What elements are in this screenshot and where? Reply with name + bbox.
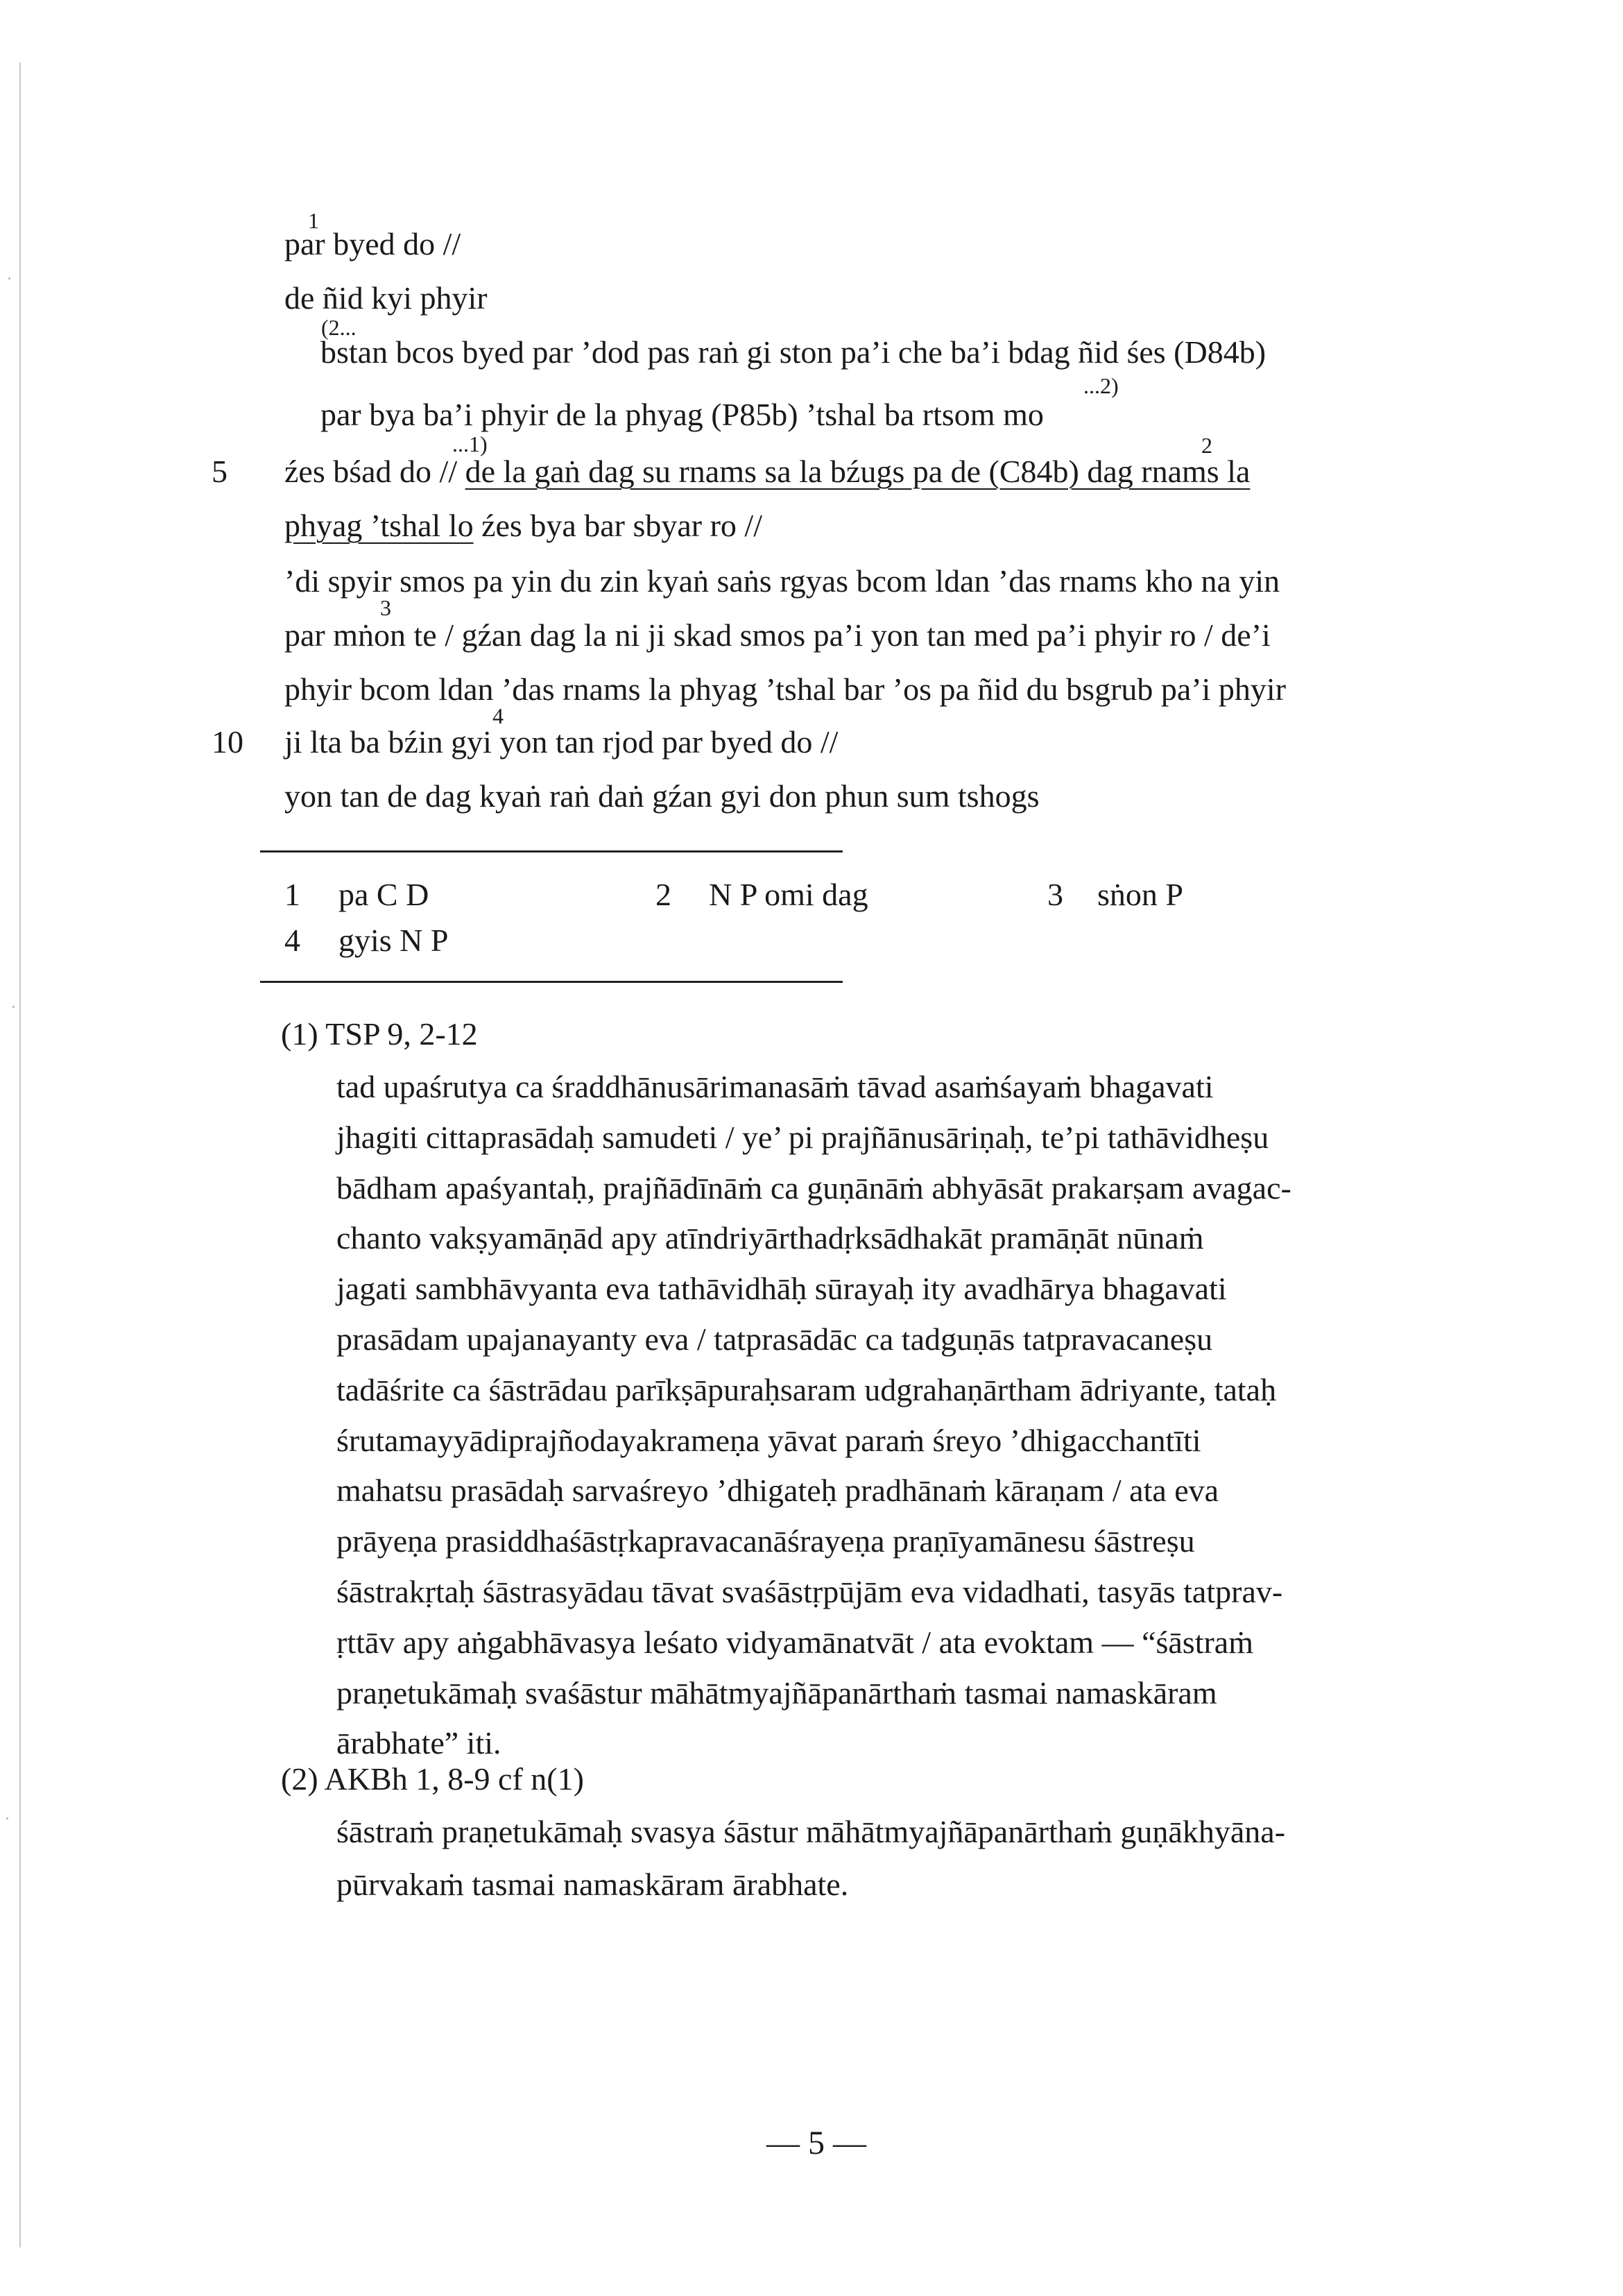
note-line: jhagiti cittaprasādaḥ samudeti / ye’ pi prajñānusāriṇaḥ, te’pi tathāvidheṣu [336, 1119, 1269, 1155]
note-line: jagati sambhāvyanta eva tathāvidhāḥ sūrayaḥ ity avadhārya bhagavati [336, 1271, 1227, 1307]
marker-2-close: ...2) [1083, 373, 1119, 398]
tibetan-line: bstan bcos byed par ’dod pas raṅ gi ston pa’i che ba’i bdag ñid śes (D84b) [320, 334, 1266, 370]
marker-3: 3 [380, 595, 391, 620]
note-line: śāstrakṛtaḥ śāstrasyādau tāvat svaśāstṛpūjām eva vidadhati, tasyās tatprav- [336, 1574, 1283, 1609]
note-line: śrutamayyādiprajñodayakrameṇa yāvat paraṁ śreyo ’dhigacchantīti [336, 1422, 1201, 1458]
note-line: śāstraṁ praṇetukāmaḥ svasya śāstur māhātmyajñāpanārthaṁ guṇākhyāna- [336, 1814, 1286, 1849]
tibetan-line: par byed do // [284, 226, 461, 262]
variant-text: gyis N P [338, 923, 449, 958]
tibetan-line-end: źes bya bar sbyar ro // [473, 508, 762, 543]
underlined-verse-end: phyag ’tshal lo [284, 508, 474, 543]
variant-num: 4 [284, 923, 300, 958]
marker-1-close: ...1) [452, 431, 488, 456]
variant-num: 1 [284, 877, 300, 912]
scan-speck [8, 277, 10, 280]
line-number-5: 5 [212, 454, 227, 489]
note-line: ārabhate” iti. [336, 1725, 501, 1761]
page-number: — 5 — [766, 2125, 866, 2161]
note-line: praṇetukāmaḥ svaśāstur māhātmyajñāpanārthaṁ tasmai namaskāram [336, 1674, 1217, 1711]
note-label: (2) AKBh 1, 8-9 cf n(1) [281, 1761, 584, 1797]
scan-speck [12, 1006, 15, 1008]
apparatus-rule-bottom [260, 981, 843, 983]
apparatus-rule-top [260, 850, 843, 853]
scan-edge-line [19, 62, 21, 2247]
tibetan-line: ji lta ba bźin gyi yon tan rjod par byed do // [284, 724, 839, 760]
note-line: pūrvakaṁ tasmai namaskāram ārabhate. [336, 1867, 849, 1902]
variant-num: 3 [1047, 877, 1063, 912]
scan-speck [6, 1817, 8, 1819]
note-line: mahatsu prasādaḥ sarvaśreyo ’dhigateḥ pradhānaṁ kāraṇam / ata eva [336, 1473, 1219, 1509]
note-label: (1) TSP 9, 2-12 [281, 1016, 478, 1052]
note-line: ṛttāv apy aṅgabhāvasya leśato vidyamānatvāt / ata evoktam — “śāstraṁ [336, 1624, 1254, 1660]
note-line: bādham apaśyantaḥ, prajñādīnāṁ ca guṇānāṁ abhyāsāt prakarṣam avagac- [336, 1170, 1291, 1206]
line-number-10: 10 [212, 724, 243, 760]
marker-2: 2 [1201, 433, 1212, 458]
tibetan-line: phyir bcom ldan ’das rnams la phyag ’tshal bar ’os pa ñid du bsgrub pa’i phyir [284, 671, 1287, 707]
variant-num: 2 [655, 877, 671, 912]
note-line: chanto vakṣyamāṇād apy atīndriyārthadṛksādhakāt pramāṇāt nūnaṁ [336, 1220, 1204, 1256]
tibetan-line: yon tan de dag kyaṅ raṅ daṅ gźan gyi don phun sum tshogs [284, 778, 1040, 814]
tibetan-line [284, 451, 1250, 492]
marker-4: 4 [492, 703, 504, 728]
note-line: prāyeṇa prasiddhaśāstṛkapravacanāśrayeṇa praṇīyamānesu śāstreṣu [336, 1523, 1195, 1559]
variant-text: sṅon P [1097, 877, 1183, 912]
tibetan-line: ’di spyir smos pa yin du zin kyaṅ saṅs rgyas bcom ldan ’das rnams kho na yin [284, 563, 1280, 599]
note-line: tadāśrite ca śāstrādau parīkṣāpuraḥsaram udgrahaṇārtham ādriyante, tataḥ [336, 1371, 1277, 1407]
tibetan-line: par mṅon te / gźan dag la ni ji skad smos pa’i yon tan med pa’i phyir ro / de’i [284, 617, 1271, 653]
tibetan-line [284, 505, 762, 547]
marker-1: 1 [308, 208, 319, 233]
tibetan-line: par bya ba’i phyir de la phyag (P85b) ’tshal ba rtsom mo [320, 397, 1044, 432]
tibetan-line-start: źes bśad do // [284, 454, 465, 489]
underlined-verse: de la gaṅ dag su rnams sa la bźugs pa de (C84b) dag rnams la [465, 454, 1251, 489]
variant-text: pa C D [338, 877, 429, 912]
marker-2-open: (2... [321, 315, 357, 340]
tibetan-line: de ñid kyi phyir [284, 280, 488, 316]
note-line: prasādam upajanayanty eva / tatprasādāc ca tadguṇās tatpravacaneṣu [336, 1321, 1213, 1357]
note-line: tad upaśrutya ca śraddhānusārimanasāṁ tāvad asaṁśayaṁ bhagavati [336, 1069, 1214, 1104]
variant-text: N P omi dag [709, 877, 868, 912]
